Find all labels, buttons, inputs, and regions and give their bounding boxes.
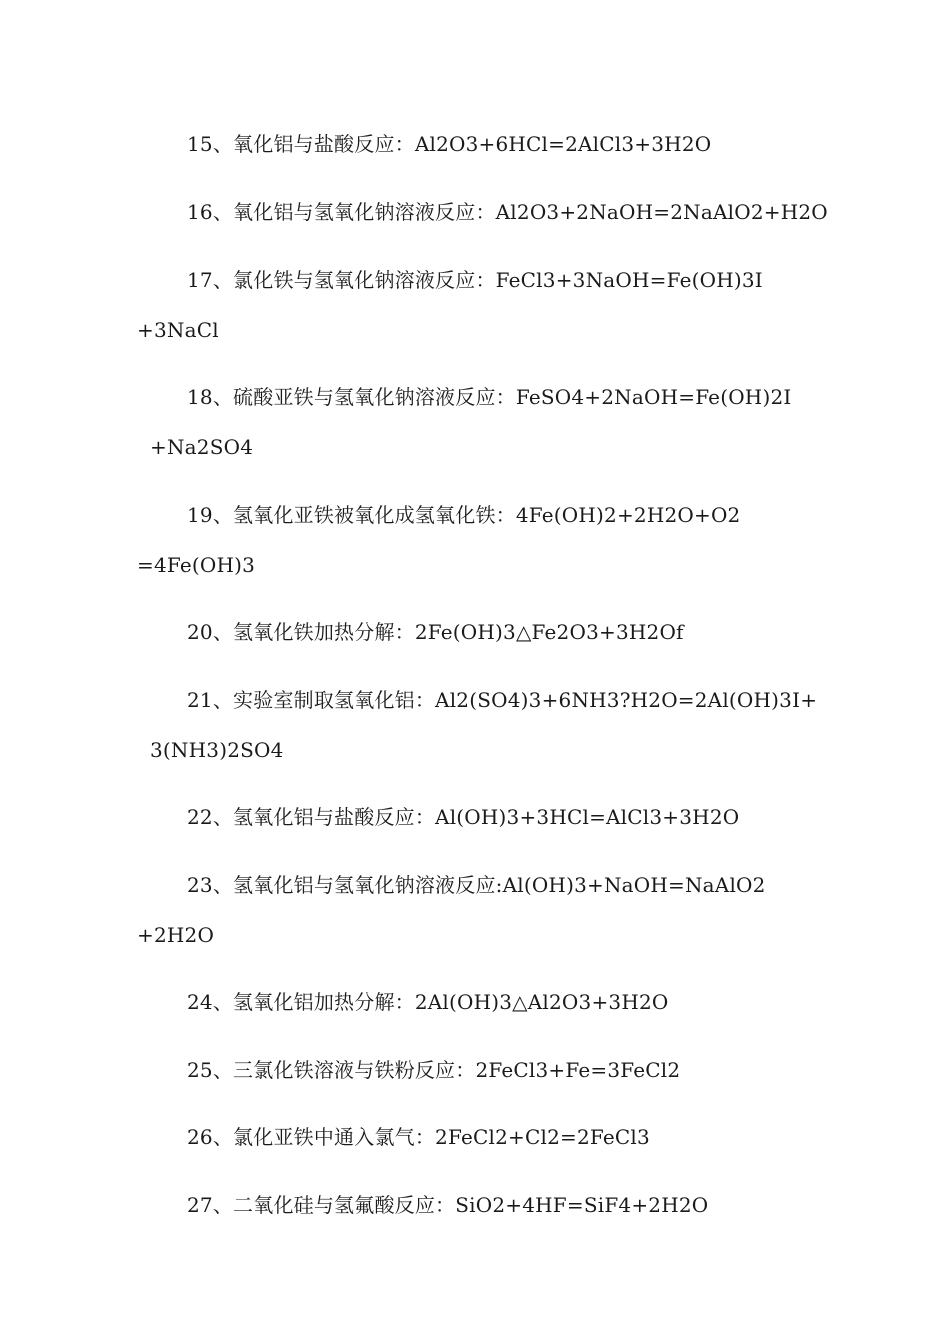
equation-18-continuation: +Na2SO4 (150, 435, 254, 459)
equation-24: 24、氢氧化铝加热分解：2Al(OH)3△Al2O3+3H2O (187, 990, 669, 1014)
equation-26: 26、氯化亚铁中通入氯气：2FeCl2+Cl2=2FeCl3 (187, 1125, 650, 1149)
equation-21-continuation: 3(NH3)2SO4 (150, 738, 284, 762)
equation-23-continuation: +2H2O (137, 923, 215, 947)
equation-19: 19、氢氧化亚铁被氧化成氢氧化铁：4Fe(OH)2+2H2O+O2 (187, 503, 741, 527)
equation-18: 18、硫酸亚铁与氢氧化钠溶液反应：FeSO4+2NaOH=Fe(OH)2I (187, 385, 792, 409)
equation-22: 22、氢氧化铝与盐酸反应：Al(OH)3+3HCl=AlCl3+3H2O (187, 805, 740, 829)
equation-15: 15、氧化铝与盐酸反应：Al2O3+6HCl=2AlCl3+3H2O (187, 132, 712, 156)
equation-19-continuation: =4Fe(OH)3 (137, 553, 256, 577)
equation-27: 27、二氧化硅与氢氟酸反应：SiO2+4HF=SiF4+2H2O (187, 1193, 709, 1217)
equation-20: 20、氢氧化铁加热分解：2Fe(OH)3△Fe2O3+3H2Of (187, 620, 684, 644)
equation-25: 25、三氯化铁溶液与铁粉反应：2FeCl3+Fe=3FeCl2 (187, 1058, 681, 1082)
equation-16: 16、氧化铝与氢氧化钠溶液反应：Al2O3+2NaOH=2NaAlO2+H2O (187, 200, 828, 224)
equation-21: 21、实验室制取氢氧化铝：Al2(SO4)3+6NH3?H2O=2Al(OH)3I+ (187, 688, 818, 712)
equation-17: 17、氯化铁与氢氧化钠溶液反应：FeCl3+3NaOH=Fe(OH)3I (187, 268, 763, 292)
equation-17-continuation: +3NaCl (137, 318, 219, 342)
equation-23: 23、氢氧化铝与氢氧化钠溶液反应:Al(OH)3+NaOH=NaAlO2 (187, 873, 766, 897)
